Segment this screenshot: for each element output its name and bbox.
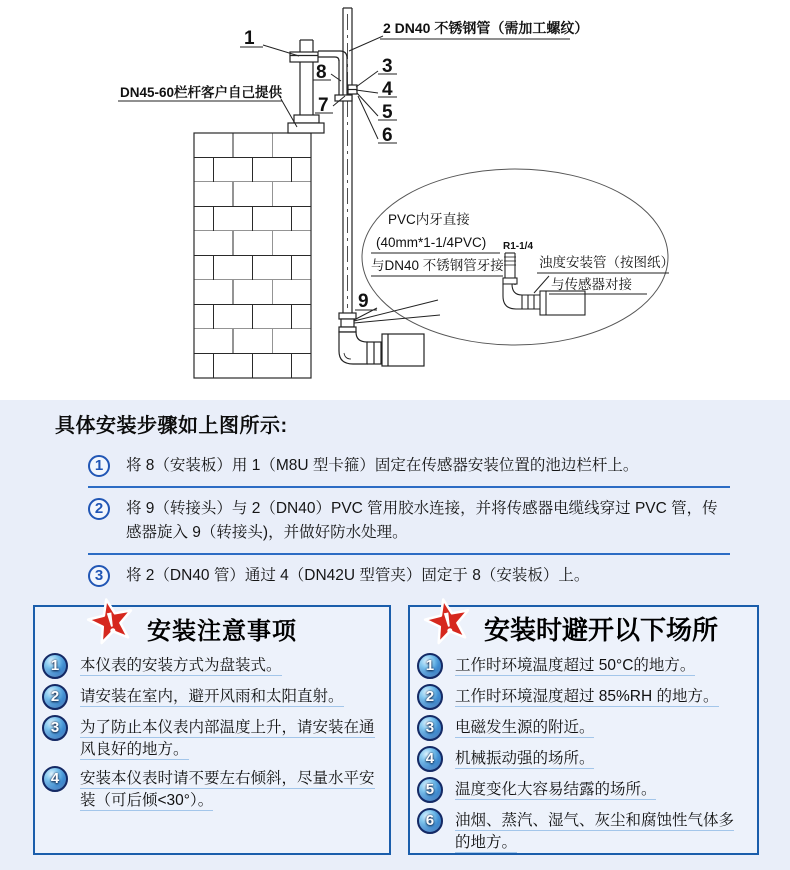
warning-star-icon — [85, 596, 137, 648]
avoid-item-text: 温度变化大容易结露的场所。 — [454, 781, 657, 798]
avoid-item-text: 电磁发生源的附近。 — [454, 719, 595, 736]
notice-box-header — [35, 604, 389, 649]
adapter-elbow-sensor — [339, 313, 424, 366]
svg-text:!: ! — [102, 604, 120, 641]
installation-diagram — [0, 0, 790, 400]
svg-text:!: ! — [439, 604, 457, 641]
number-badge: 1 — [42, 653, 68, 679]
balloon-text-turbidity-2: 与传感器对接 — [551, 277, 632, 292]
avoid-box-header — [410, 604, 757, 649]
notice-item-text: 请安装在室内，避开风雨和太阳直射。 — [80, 688, 344, 705]
step-text: 将 9（转接头）与 2（DN40）PVC 管用胶水连接，并将传感器电缆线穿过 PVC 管，传感器旋入 9（转接头)，并做好防水处理。 — [126, 500, 718, 541]
callout-3: 3 — [382, 56, 393, 77]
step-number-circle: 3 — [88, 565, 110, 587]
notice-box-title: 安装注意事项 — [147, 617, 297, 645]
number-badge: 4 — [417, 746, 443, 772]
installation-steps-section — [0, 400, 790, 600]
steps-title: 具体安装步骤如上图所示: — [55, 415, 288, 437]
notice-box-items — [35, 649, 389, 812]
avoid-item-text: 机械振动强的场所。 — [454, 750, 595, 767]
clamp-part-1 — [290, 52, 318, 62]
callout-7: 7 — [318, 95, 329, 116]
step-row-1 — [88, 445, 730, 486]
notice-item-text: 为了防止本仪表内部温度上升，请安装在通风良好的地方。 — [80, 719, 375, 758]
avoid-item-6 — [417, 808, 749, 854]
number-badge: 3 — [42, 715, 68, 741]
number-badge: 3 — [417, 715, 443, 741]
avoid-item-text: 油烟、蒸汽、湿气、灰尘和腐蚀性气体多的地方。 — [454, 812, 734, 851]
avoid-item-4 — [417, 746, 749, 772]
notice-item-1 — [42, 653, 381, 679]
balloon-text-pvc-3: 与DN40 不锈钢管牙接 — [371, 258, 504, 273]
number-badge: 6 — [417, 808, 443, 834]
step-text: 将 2（DN40 管）通过 4（DN42U 型管夹）固定于 8（安装板）上。 — [126, 566, 590, 584]
callout-6: 6 — [382, 125, 393, 146]
warning-star-icon — [422, 596, 474, 648]
avoid-item-text: 工作时环境湿度超过 85%RH 的地方。 — [454, 688, 719, 705]
balloon-text-pvc-1: PVC内牙直接 — [388, 212, 470, 227]
callout-1: 1 — [244, 28, 255, 49]
notice-item-3 — [42, 715, 381, 761]
number-badge: 2 — [42, 684, 68, 710]
installation-diagram-svg — [0, 0, 790, 400]
notice-item-text: 安装本仪表时请不要左右倾斜，尽量水平安装（可后倾<30°）。 — [80, 770, 375, 809]
avoid-box — [408, 605, 759, 855]
avoid-item-3 — [417, 715, 749, 741]
notice-item-text: 本仪表的安装方式为盘装式。 — [80, 657, 282, 674]
balloon-text-turbidity-1: 浊度安装管（按图纸） — [539, 255, 674, 270]
callout-9: 9 — [358, 291, 369, 312]
step-number-circle: 2 — [88, 498, 110, 520]
avoid-item-2 — [417, 684, 749, 710]
balloon-text-pvc-2: (40mm*1-1/4PVC) — [376, 235, 487, 250]
callout-railing: DN45-60栏杆客户自己提供 — [120, 85, 283, 100]
balloon-thread-label: R1-1/4 — [503, 241, 534, 252]
avoid-item-5 — [417, 777, 749, 803]
avoid-box-title: 安装时避开以下场所 — [483, 614, 718, 645]
step-row-2 — [88, 486, 730, 553]
number-badge: 5 — [417, 777, 443, 803]
number-badge: 4 — [42, 766, 68, 792]
notice-box — [33, 605, 391, 855]
callout-4: 4 — [382, 79, 393, 100]
number-badge: 1 — [417, 653, 443, 679]
brick-wall — [194, 133, 311, 378]
callout-8: 8 — [316, 62, 327, 83]
notice-item-2 — [42, 684, 381, 710]
step-number-circle: 1 — [88, 455, 110, 477]
notice-item-4 — [42, 766, 381, 812]
avoid-box-items — [410, 649, 757, 854]
step-text: 将 8（安装板）用 1（M8U 型卡箍）固定在传感器安装位置的池边栏杆上。 — [126, 457, 639, 474]
dn40-pipe — [343, 8, 352, 313]
avoid-item-text: 工作时环境温度超过 50°C的地方。 — [454, 657, 696, 674]
avoid-item-1 — [417, 653, 749, 679]
number-badge: 2 — [417, 684, 443, 710]
warning-boxes-section — [0, 600, 790, 870]
step-row-3 — [88, 553, 730, 596]
callout-2-dn40-pipe: 2 DN40 不锈钢管（需加工螺纹） — [383, 20, 589, 36]
callout-5: 5 — [382, 102, 393, 123]
steps-list — [88, 445, 730, 596]
